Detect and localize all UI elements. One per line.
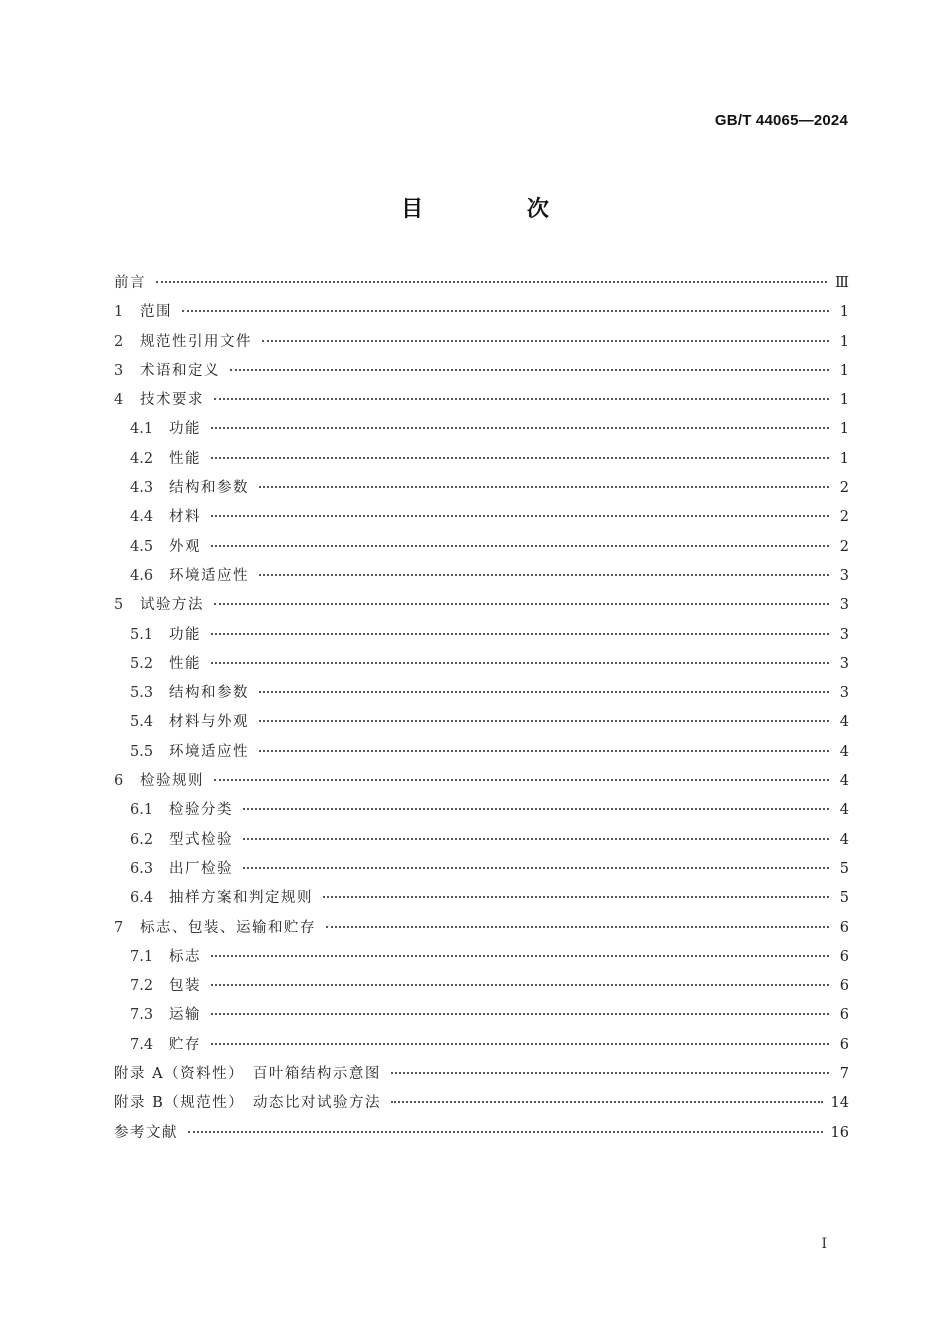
- toc-entry-label: 型式检验: [169, 831, 233, 848]
- dot-leader: [156, 281, 827, 283]
- toc-entry-label: 附录 A（资料性） 百叶箱结构示意图: [114, 1066, 381, 1083]
- toc-entry-number: 5.5: [130, 743, 154, 760]
- toc-entry-label: 结构和参数: [169, 685, 249, 702]
- toc-entry[interactable]: [114, 650, 849, 679]
- dot-leader: [259, 486, 829, 488]
- dot-leader: [214, 779, 829, 781]
- toc-entry[interactable]: [114, 826, 849, 855]
- toc-entry-label: 环境适应性: [169, 743, 249, 760]
- dot-leader: [211, 662, 829, 664]
- dot-leader: [214, 398, 829, 400]
- toc-entry-label: 性能: [169, 655, 201, 672]
- standard-number: GB/T 44065—2024: [714, 112, 848, 129]
- dot-leader: [391, 1072, 829, 1074]
- toc-entry-number: 6.2: [130, 831, 154, 848]
- toc-entry-label: 材料: [169, 509, 201, 526]
- toc-entry-number: 4.6: [130, 567, 154, 584]
- toc-entry-label: 附录 B（规范性） 动态比对试验方法: [114, 1095, 382, 1112]
- toc-entry-page: 1: [839, 362, 849, 379]
- toc-entry-label: 标志: [169, 948, 201, 965]
- dot-leader: [230, 369, 829, 371]
- toc-entry-page: 3: [839, 685, 849, 702]
- toc-entry-label: 前言: [114, 275, 146, 291]
- toc-entry-label: 环境适应性: [169, 567, 249, 584]
- toc-entry-label: 功能: [169, 421, 201, 438]
- dot-leader: [211, 515, 829, 517]
- dot-leader: [182, 310, 829, 312]
- toc-entry[interactable]: [114, 1001, 849, 1030]
- toc-entry-number: 4.3: [130, 480, 154, 497]
- toc-entry[interactable]: [114, 1089, 849, 1118]
- toc-entry-label: 术语和定义: [140, 362, 220, 379]
- toc-entry-page: 1: [839, 333, 849, 350]
- dot-leader: [243, 867, 829, 869]
- toc-entry[interactable]: [114, 591, 849, 620]
- dot-leader: [243, 808, 829, 810]
- page-number: I: [821, 1236, 827, 1252]
- dot-leader: [211, 545, 829, 547]
- toc-entry-page: 5: [839, 860, 849, 877]
- toc-entry-page: 4: [839, 773, 849, 790]
- toc-entry-label: 包装: [169, 978, 201, 995]
- toc-entry-page: 5: [839, 890, 849, 907]
- toc-entry-number: 2: [114, 333, 124, 350]
- toc-entry-label: 功能: [169, 626, 201, 643]
- toc-entry-number: 6.4: [130, 890, 154, 907]
- toc-entry-number: 5.3: [130, 685, 154, 702]
- toc-entry-page: 3: [839, 567, 849, 584]
- dot-leader: [211, 457, 829, 459]
- toc-entry-page: 6: [839, 1036, 849, 1053]
- dot-leader: [259, 691, 829, 693]
- toc-entry-number: 7.1: [130, 948, 154, 965]
- toc-entry[interactable]: [114, 943, 849, 972]
- toc-entry[interactable]: [114, 855, 849, 884]
- toc-entry-page: 1: [839, 392, 849, 409]
- toc-entry-label: 试验方法: [140, 597, 204, 614]
- dot-leader: [211, 1043, 829, 1045]
- toc-entry-page: 1: [839, 450, 849, 467]
- toc-entry-page: 4: [839, 831, 849, 848]
- toc-entry[interactable]: [114, 357, 849, 386]
- toc-entry[interactable]: [114, 298, 849, 327]
- toc-entry-number: 6.3: [130, 860, 154, 877]
- toc-entry-page: Ⅲ: [835, 275, 849, 291]
- dot-leader: [188, 1131, 823, 1133]
- toc-entry-number: 7.4: [130, 1036, 154, 1053]
- toc-entry[interactable]: [114, 533, 849, 562]
- toc-entry-label: 抽样方案和判定规则: [169, 890, 313, 907]
- dot-leader: [211, 955, 829, 957]
- toc-entry-page: 3: [839, 626, 849, 643]
- toc-entry-label: 技术要求: [140, 392, 204, 409]
- toc-entry-number: 7.2: [130, 978, 154, 995]
- toc-entry[interactable]: [114, 1060, 849, 1089]
- toc-entry[interactable]: [114, 328, 849, 357]
- toc-entry[interactable]: [114, 679, 849, 708]
- dot-leader: [211, 427, 829, 429]
- toc-entry-number: 4: [114, 392, 124, 409]
- table-of-contents: [114, 269, 849, 1148]
- toc-entry[interactable]: [114, 445, 849, 474]
- toc-entry-number: 4.2: [130, 450, 154, 467]
- toc-entry-label: 材料与外观: [169, 714, 249, 731]
- toc-entry-number: 5: [114, 597, 124, 614]
- toc-entry-page: 16: [830, 1124, 849, 1141]
- toc-entry[interactable]: [114, 415, 849, 444]
- toc-entry[interactable]: [114, 621, 849, 650]
- toc-entry-number: 1: [114, 304, 124, 321]
- toc-entry-label: 出厂检验: [169, 860, 233, 877]
- toc-entry-label: 贮存: [169, 1036, 201, 1053]
- toc-entry-label: 参考文献: [114, 1124, 178, 1141]
- toc-entry-page: 6: [839, 919, 849, 936]
- toc-entry[interactable]: [114, 1031, 849, 1060]
- toc-entry-page: 2: [839, 509, 849, 526]
- toc-entry-page: 6: [839, 978, 849, 995]
- toc-entry-label: 检验分类: [169, 802, 233, 819]
- toc-entry[interactable]: [114, 708, 849, 737]
- toc-entry[interactable]: [114, 562, 849, 591]
- toc-entry-page: 14: [830, 1095, 849, 1112]
- dot-leader: [259, 750, 829, 752]
- toc-entry-number: 3: [114, 362, 124, 379]
- toc-entry-number: 7.3: [130, 1007, 154, 1024]
- dot-leader: [214, 603, 829, 605]
- dot-leader: [259, 574, 829, 576]
- toc-entry-label: 检验规则: [140, 773, 204, 790]
- toc-entry-number: 6: [114, 773, 124, 790]
- toc-entry[interactable]: [114, 503, 849, 532]
- toc-entry-number: 5.2: [130, 655, 154, 672]
- dot-leader: [323, 896, 829, 898]
- toc-entry-label: 范围: [140, 304, 172, 321]
- toc-entry-page: 4: [839, 743, 849, 760]
- toc-entry[interactable]: [114, 972, 849, 1001]
- toc-entry-page: 3: [839, 655, 849, 672]
- toc-entry-page: 1: [839, 304, 849, 321]
- toc-entry-page: 7: [839, 1066, 849, 1083]
- toc-entry-number: 4.1: [130, 421, 154, 438]
- toc-entry-page: 4: [839, 802, 849, 819]
- toc-entry-number: 7: [114, 919, 124, 936]
- toc-entry[interactable]: [114, 269, 849, 298]
- toc-entry[interactable]: [114, 1119, 849, 1148]
- toc-entry-number: 4.4: [130, 509, 154, 526]
- toc-entry-label: 外观: [169, 538, 201, 555]
- toc-entry[interactable]: [114, 474, 849, 503]
- toc-entry-page: 2: [839, 538, 849, 555]
- toc-entry-page: 1: [839, 421, 849, 438]
- toc-entry-label: 结构和参数: [169, 480, 249, 497]
- toc-entry-number: 6.1: [130, 802, 154, 819]
- dot-leader: [259, 720, 829, 722]
- dot-leader: [243, 838, 829, 840]
- toc-entry-page: 6: [839, 948, 849, 965]
- toc-entry[interactable]: [114, 386, 849, 415]
- toc-entry-number: 5.1: [130, 626, 154, 643]
- toc-entry-label: 规范性引用文件: [140, 333, 252, 350]
- page-title: 目 次: [401, 197, 597, 222]
- dot-leader: [262, 340, 829, 342]
- dot-leader: [211, 633, 829, 635]
- toc-entry-label: 运输: [169, 1007, 201, 1024]
- dot-leader: [211, 1013, 829, 1015]
- toc-entry[interactable]: [114, 914, 849, 943]
- toc-entry-number: 5.4: [130, 714, 154, 731]
- dot-leader: [391, 1101, 823, 1103]
- toc-entry-page: 3: [839, 597, 849, 614]
- toc-entry[interactable]: [114, 767, 849, 796]
- toc-entry[interactable]: [114, 796, 849, 825]
- dot-leader: [211, 984, 829, 986]
- toc-entry-page: 6: [839, 1007, 849, 1024]
- toc-entry[interactable]: [114, 738, 849, 767]
- toc-entry-page: 2: [839, 480, 849, 497]
- toc-entry-label: 标志、包装、运输和贮存: [140, 919, 316, 936]
- toc-entry-number: 4.5: [130, 538, 154, 555]
- toc-entry-label: 性能: [169, 450, 201, 467]
- toc-entry[interactable]: [114, 884, 849, 913]
- dot-leader: [326, 926, 829, 928]
- toc-entry-page: 4: [839, 714, 849, 731]
